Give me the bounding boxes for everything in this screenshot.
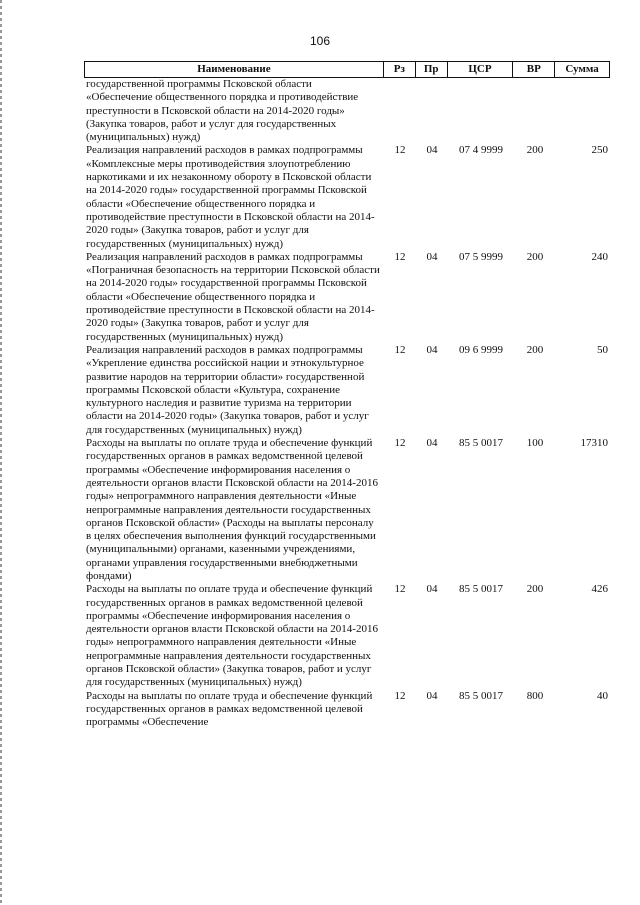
row-csr: 85 5 0017 xyxy=(459,437,503,450)
row-sum: 240 xyxy=(591,250,608,263)
row-vr: 200 xyxy=(526,250,544,263)
row-rz: 12 xyxy=(394,343,406,356)
row-pr xyxy=(416,78,448,144)
row-csr: 07 4 9999 xyxy=(459,144,503,157)
table-row xyxy=(84,437,610,583)
table-row xyxy=(84,690,610,730)
table-row xyxy=(84,78,610,144)
table-row xyxy=(84,144,610,250)
row-vr: 200 xyxy=(526,583,544,596)
table-row xyxy=(84,251,610,344)
row-name: Реализация направлений расходов в рамках подпрограммы «Комплексные меры противодействия злоупотреблению наркотиками и их незаконному обороту в Псковской области на 2014-2020 годы» государственной программы Псковской области «Обеспечение общественного порядка и противодействие преступности в Псковской области на 2014-2020 годы» (Закупка товаров, работ и услуг для государственных (муниципальных) нужд) xyxy=(86,144,375,250)
row-pr: 04 xyxy=(426,144,438,157)
row-sum xyxy=(556,78,610,144)
table-row xyxy=(84,583,610,689)
row-name: Расходы на выплаты по оплате труда и обеспечение функций государственных органов в рамках ведомственной целевой программы «Обеспечение информирования населения о деятельности органов власти Псковской области на 2014-2016 годы» непрограммного направления деятельности «Иные непрограммные направления деятельности государственных органов Псковской области» (Расходы на выплаты персоналу в целях обеспечения выполнения функций государственными (муниципальными) органами, казенными учреждениями, органами управления государственными внебюджетными фондами) xyxy=(86,437,378,582)
row-vr: 800 xyxy=(526,689,544,702)
row-sum: 250 xyxy=(591,144,608,157)
row-vr: 200 xyxy=(526,144,544,157)
header-rz: Рз xyxy=(384,62,416,77)
row-name: государственной программы Псковской области «Обеспечение общественного порядка и противодействие преступности в Псковской области на 2014-2020 годы» (Закупка товаров, работ и услуг для государственных (муниципальных) нужд) xyxy=(86,78,359,144)
row-sum: 17310 xyxy=(580,437,608,450)
page-number: 106 xyxy=(309,34,331,48)
row-rz: 12 xyxy=(394,250,406,263)
row-rz: 12 xyxy=(394,689,406,702)
budget-table xyxy=(84,61,610,730)
row-csr: 07 5 9999 xyxy=(459,250,503,263)
header-sum: Сумма xyxy=(565,63,599,75)
header-csr: ЦСР xyxy=(448,62,514,77)
scan-left-edge xyxy=(0,0,2,905)
row-csr: 85 5 0017 xyxy=(459,689,503,702)
row-sum: 50 xyxy=(597,343,608,356)
table-header xyxy=(84,61,610,78)
row-vr xyxy=(514,78,556,144)
row-vr: 100 xyxy=(526,437,544,450)
row-pr: 04 xyxy=(426,250,438,263)
header-pr: Пр xyxy=(416,62,448,77)
row-rz xyxy=(384,78,416,144)
row-pr: 04 xyxy=(426,343,438,356)
row-rz: 12 xyxy=(394,437,406,450)
row-pr: 04 xyxy=(426,689,438,702)
table-row xyxy=(84,344,610,437)
header-name: Наименование xyxy=(85,62,384,77)
row-name: Реализация направлений расходов в рамках подпрограммы «Пограничная безопасность на территории Псковской области на 2014-2020 годы» государственной программы Псковской области «Обеспечение общественного порядка и противодействие преступности в Псковской области на 2014-2020 годы» (Закупка товаров, работ и услуг для государственных (муниципальных) нужд) xyxy=(86,250,380,343)
row-pr: 04 xyxy=(426,583,438,596)
row-pr: 04 xyxy=(426,437,438,450)
row-name: Реализация направлений расходов в рамках подпрограммы «Укрепление единства российской нации и этнокультурное развитие народов на территории области» государственной программы Псковской области «Культура, сохранение культурного наследия и развитие туризма на территории области на 2014-2020 годы» (Закупка товаров, работ и услуг для государственных (муниципальных) нужд) xyxy=(86,343,369,436)
row-sum: 426 xyxy=(591,583,608,596)
row-vr: 200 xyxy=(526,343,544,356)
row-csr: 85 5 0017 xyxy=(459,583,503,596)
header-vr: ВР xyxy=(513,62,555,77)
row-rz: 12 xyxy=(394,583,406,596)
row-rz: 12 xyxy=(394,144,406,157)
row-name: Расходы на выплаты по оплате труда и обеспечение функций государственных органов в рамках ведомственной целевой программы «Обеспечение xyxy=(86,689,373,729)
row-csr xyxy=(448,78,514,144)
row-sum: 40 xyxy=(597,689,608,702)
row-name: Расходы на выплаты по оплате труда и обеспечение функций государственных органов в рамках ведомственной целевой программы «Обеспечение информирования населения о деятельности органов власти Псковской области на 2014-2016 годы» непрограммного направления деятельности «Иные непрограммные направления деятельности государственных органов Псковской области» (Закупка товаров, работ и услуг для государственных (муниципальных) нужд) xyxy=(86,583,378,689)
row-csr: 09 6 9999 xyxy=(459,343,503,356)
